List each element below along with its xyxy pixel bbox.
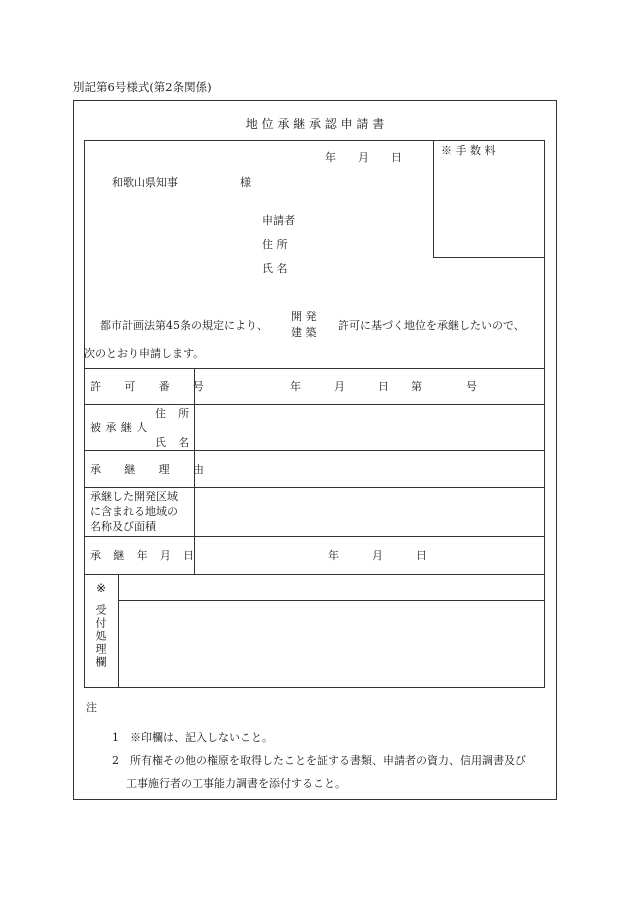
area-label-line3: 名称及び面積 [90,520,156,533]
form-label: 別記第6号様式(第2条関係) [73,80,212,94]
note-2-continued: 工事施行者の工事能力調書を添付すること。 [126,777,346,790]
applicant-label: 申請者 [262,214,295,227]
reception-column-divider [118,574,119,688]
statement-suffix: 許可に基づく地位を承継したいので、 [338,319,525,332]
statement-option-development: 開 発 [291,310,317,323]
row-divider [84,536,545,537]
row-divider [84,574,545,575]
honorific: 様 [240,176,251,189]
reason-label: 承 継 理 由 [90,463,214,476]
form-title: 地 位 承 継 承 認 申 請 書 [245,117,385,131]
area-label-line1: 承継した開発区域 [90,490,178,503]
permit-number-value: 年 月 日 第 号 [290,380,477,393]
row-divider [84,368,545,369]
succession-date-label: 承 継 年 月 日 [90,549,199,562]
applicant-name-label: 氏 名 [262,262,288,275]
permit-number-label: 許 可 番 号 [90,380,214,393]
predecessor-label: 被承継人 [90,421,152,434]
statement-line2: 次のとおり申請します。 [84,347,205,360]
application-date: 年 月 日 [325,151,402,164]
predecessor-address-label: 住 所 [155,407,194,420]
note-1: 1 ※印欄は、記入しないこと。 [112,731,273,744]
fee-box [433,140,545,258]
predecessor-name-label: 氏 名 [155,436,194,449]
applicant-address-label: 住 所 [262,238,288,251]
note-2: 2 所有権その他の権原を取得したことを証する書類、申請者の資力、信用調書及び [112,754,526,767]
reception-mark: ※ [96,581,107,595]
reception-divider [118,600,545,601]
row-divider [84,404,545,405]
notes-heading: 注 [86,701,97,714]
row-divider [84,487,545,488]
area-label-line2: に含まれる地域の [90,505,178,518]
succession-date-value: 年 月 日 [328,549,427,562]
fee-label: ※ 手 数 料 [441,144,496,157]
addressee: 和歌山県知事 [112,176,178,189]
row-divider [84,450,545,451]
statement-option-building: 建 築 [291,326,317,339]
statement-prefix: 都市計画法第45条の規定により、 [100,319,268,332]
reception-label: 受付処理欄 [94,604,107,669]
